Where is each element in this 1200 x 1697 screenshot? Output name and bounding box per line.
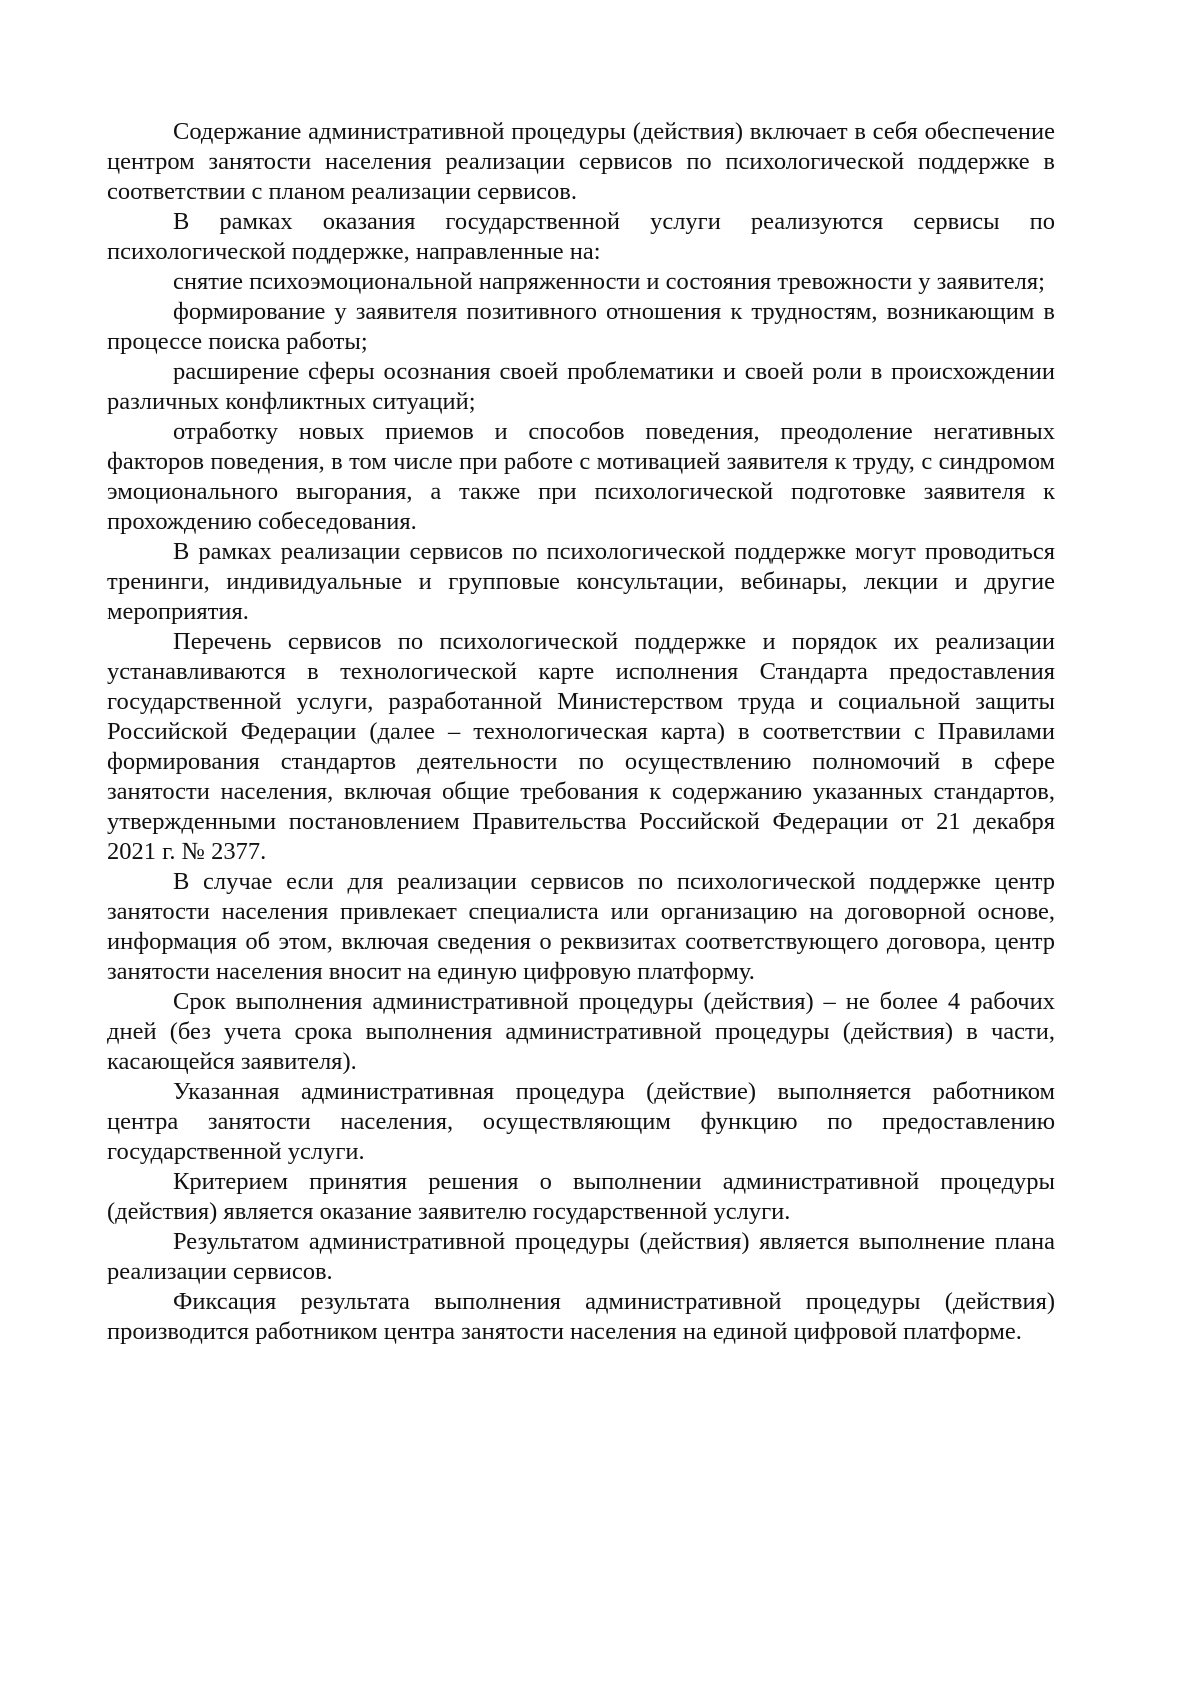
- paragraph: Результатом административной процедуры (действия) является выполнение плана реализации сервисов.: [107, 1228, 1055, 1285]
- paragraph: В рамках реализации сервисов по психологической поддержке могут проводиться тренинги, индивидуальные и групповые консультации, вебинары, лекции и другие мероприятия.: [107, 538, 1055, 625]
- paragraph: Перечень сервисов по психологической поддержке и порядок их реализации устанавливаются в технологической карте исполнения Стандарта предоставления государственной услуги, разработанной Министерством труда и социальной защиты Российской Федерации (далее – технологическая карта) в соответствии с Правилами формирования стандартов деятельности по осуществлению полномочий в сфере занятости населения, включая общие требования к содержанию указанных стандартов, утвержденными постановлением Правительства Российской Федерации от 21 декабря 2021 г. № 2377.: [107, 628, 1055, 865]
- document-body: [107, 117, 1055, 1347]
- paragraph: Срок выполнения административной процедуры (действия) – не более 4 рабочих дней (без учета срока выполнения административной процедуры (действия) в части, касающейся заявителя).: [107, 988, 1055, 1075]
- paragraph: В рамках оказания государственной услуги реализуются сервисы по психологической поддержке, направленные на:: [107, 208, 1055, 265]
- list-item: расширение сферы осознания своей проблематики и своей роли в происхождении различных конфликтных ситуаций;: [107, 358, 1055, 415]
- list-item: снятие психоэмоциональной напряженности и состояния тревожности у заявителя;: [173, 268, 1045, 295]
- paragraph: Содержание административной процедуры (действия) включает в себя обеспечение центром занятости населения реализации сервисов по психологической поддержке в соответствии с планом реализации сервисов.: [107, 118, 1055, 205]
- paragraph: Указанная административная процедура (действие) выполняется работником центра занятости населения, осуществляющим функцию по предоставлению государственной услуги.: [107, 1078, 1055, 1165]
- paragraph: Фиксация результата выполнения административной процедуры (действия) производится работником центра занятости населения на единой цифровой платформе.: [107, 1288, 1055, 1345]
- list-item: формирование у заявителя позитивного отношения к трудностям, возникающим в процессе поиска работы;: [107, 298, 1055, 355]
- paragraph: Критерием принятия решения о выполнении административной процедуры (действия) является оказание заявителю государственной услуги.: [107, 1168, 1055, 1225]
- paragraph: В случае если для реализации сервисов по психологической поддержке центр занятости населения привлекает специалиста или организацию на договорной основе, информация об этом, включая сведения о реквизитах соответствующего договора, центр занятости населения вносит на единую цифровую платформу.: [107, 868, 1055, 985]
- list-item: отработку новых приемов и способов поведения, преодоление негативных факторов поведения, в том числе при работе с мотивацией заявителя к труду, с синдромом эмоционального выгорания, а также при психологической подготовке заявителя к прохождению собеседования.: [107, 418, 1055, 535]
